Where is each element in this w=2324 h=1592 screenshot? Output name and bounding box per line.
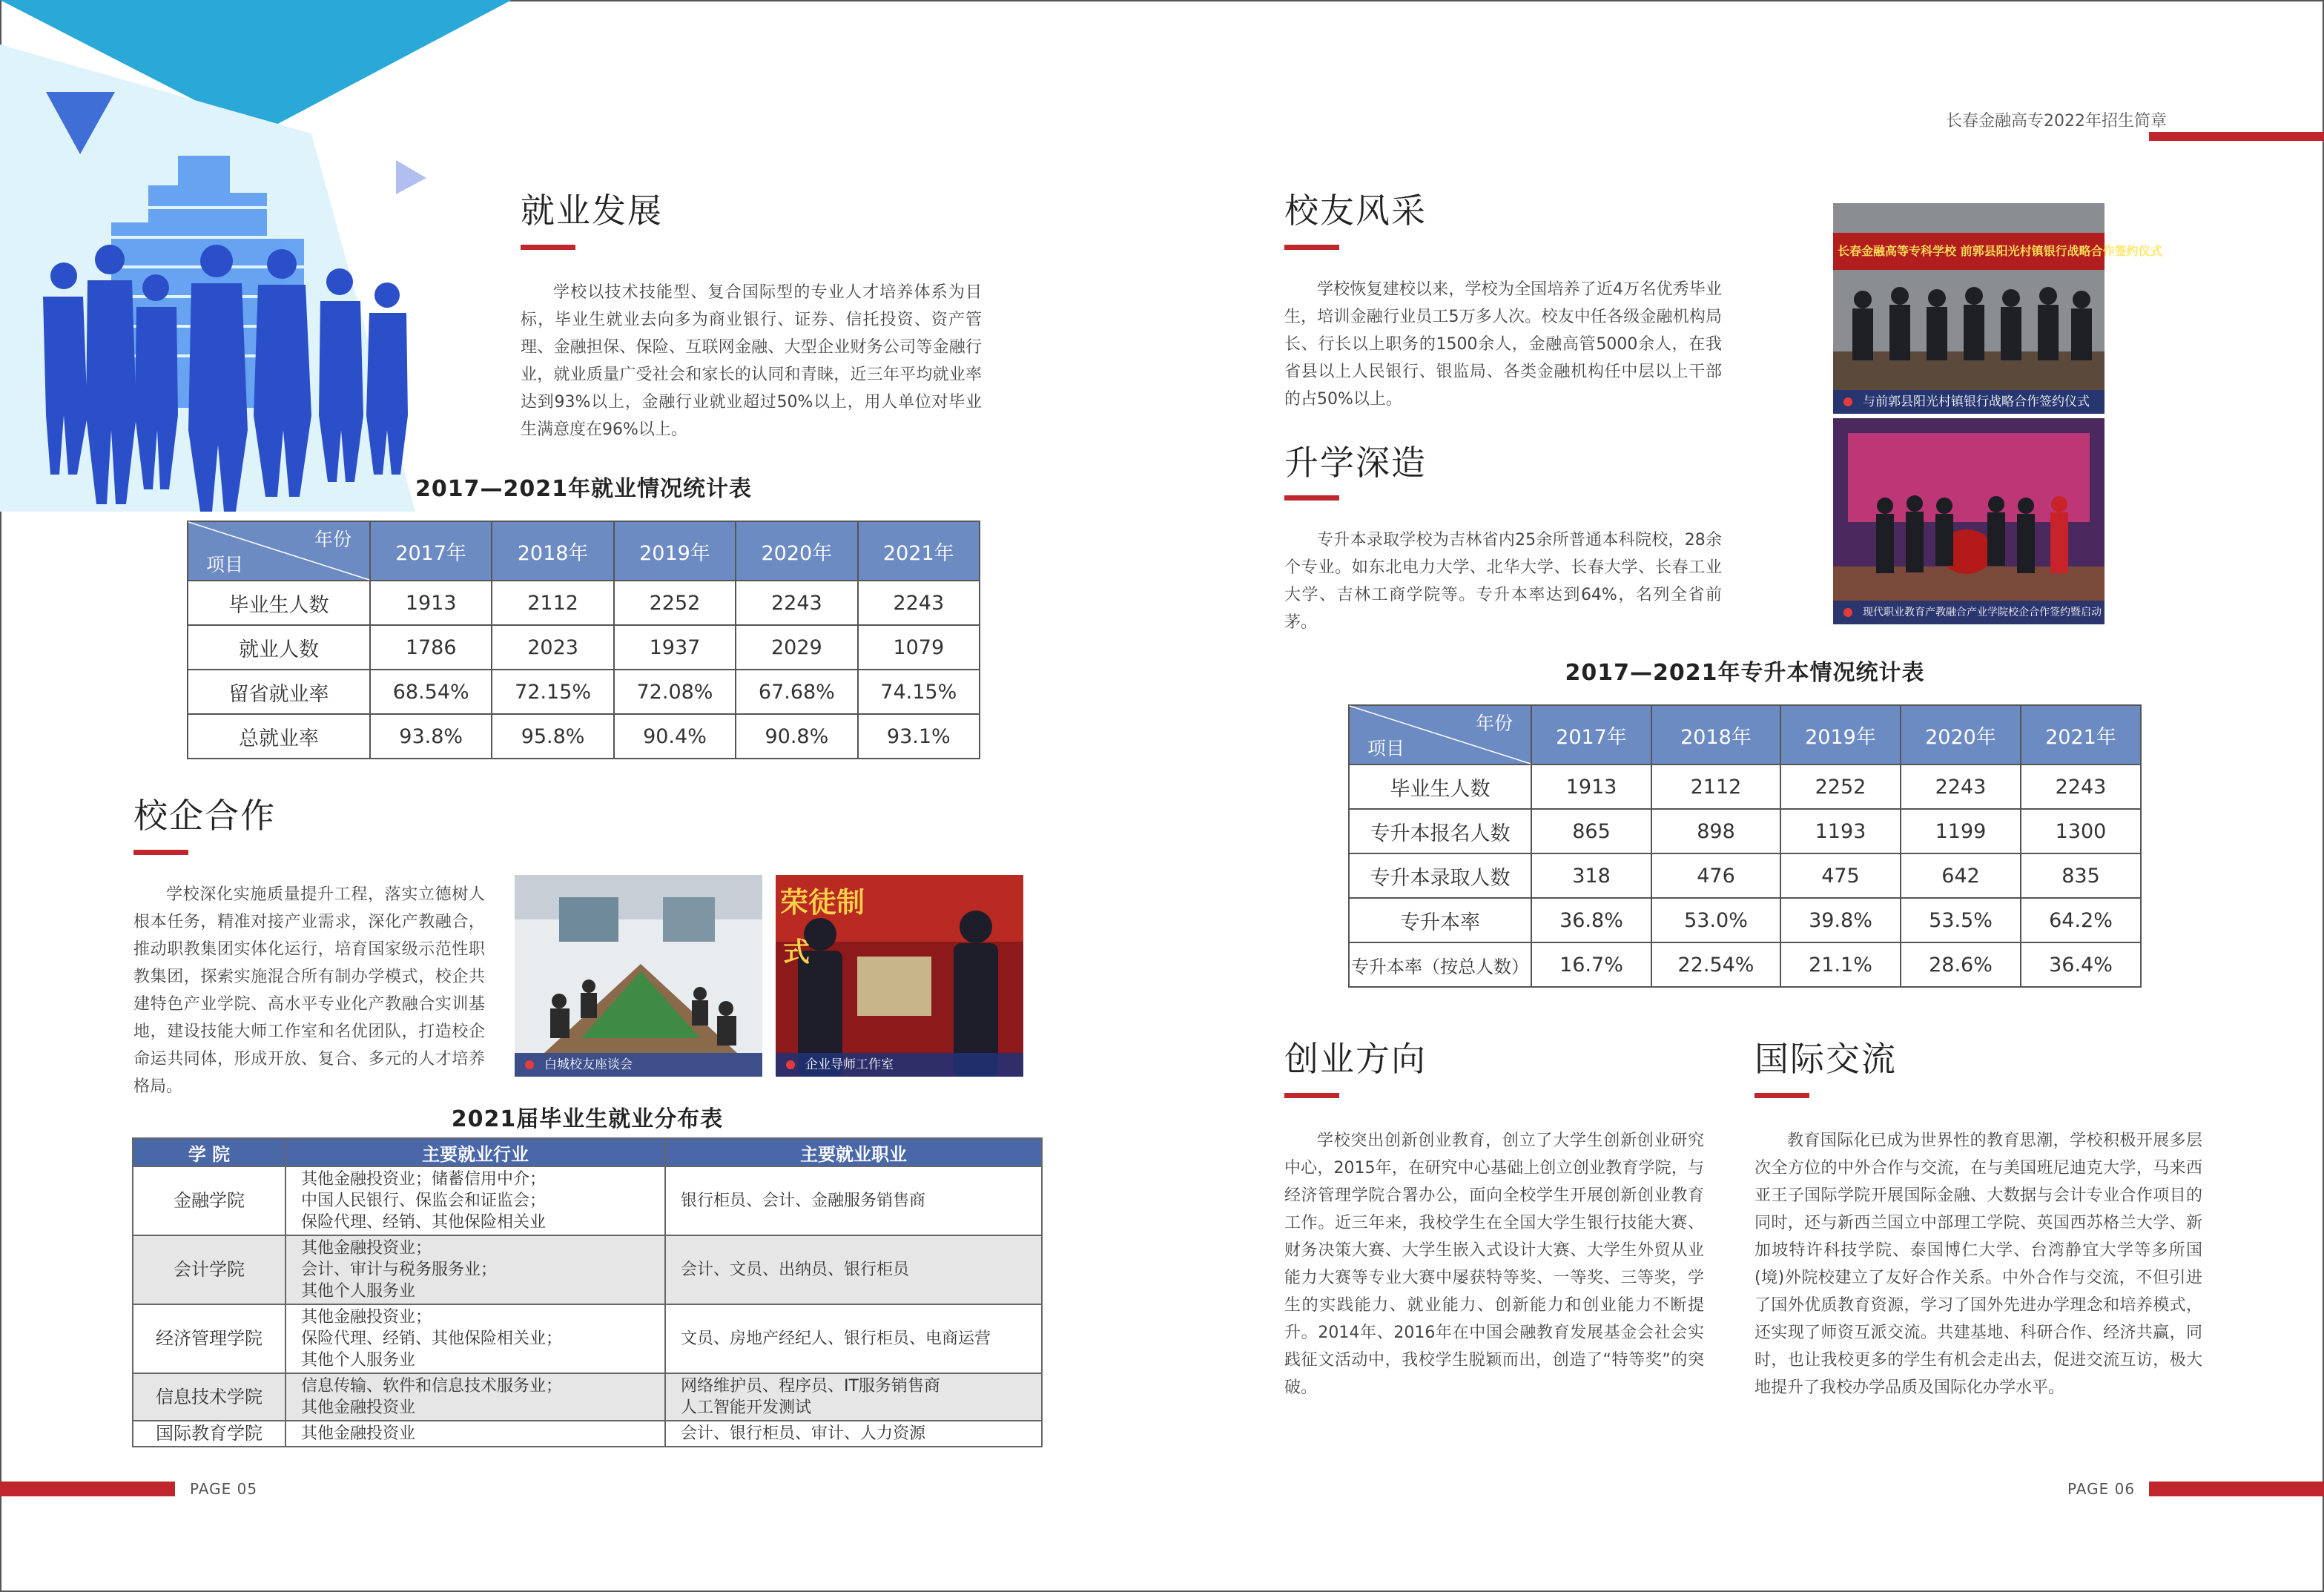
table-row xyxy=(188,714,980,759)
international-title-underline xyxy=(1754,1093,1809,1098)
table-cell: 22.54% xyxy=(1651,942,1780,987)
table-row xyxy=(133,1421,1042,1447)
corner-item-label: 项目 xyxy=(206,554,244,575)
business-people-illustration xyxy=(0,0,519,519)
table-cell: 36.8% xyxy=(1531,898,1651,942)
cooperation-title: 校企合作 xyxy=(133,796,276,836)
industry-line: 其他金融投资业 xyxy=(301,1398,416,1417)
table-cell: 2112 xyxy=(1651,764,1780,809)
table-header-year: 2017年 xyxy=(370,521,492,581)
row-label: 总就业率 xyxy=(188,714,370,759)
industry-line: 其他金融投资业； xyxy=(301,1239,432,1258)
industry-line: 信息传输、软件和信息技术服务业； xyxy=(301,1377,563,1396)
table-row xyxy=(133,1235,1042,1304)
table-cell: 72.15% xyxy=(492,670,613,714)
table-cell: 642 xyxy=(1901,853,2021,898)
table-cell: 865 xyxy=(1531,809,1651,853)
table-cell: 28.6% xyxy=(1901,942,2021,987)
table-header-year: 2020年 xyxy=(736,521,857,581)
table-cell: 476 xyxy=(1651,853,1780,898)
caption-bullet-icon xyxy=(525,1060,534,1069)
distribution-table-title: 2021届毕业生就业分布表 xyxy=(451,1106,724,1132)
table-cell: 1300 xyxy=(2021,809,2141,853)
row-label: 专升本录取人数 xyxy=(1349,853,1531,898)
table-cell: 1199 xyxy=(1901,809,2021,853)
table-cell: 74.15% xyxy=(858,670,980,714)
table-row xyxy=(188,670,980,714)
jobs-line: 会计、文员、出纳员、银行柜员 xyxy=(681,1261,910,1279)
photo-industry-college-launch xyxy=(1833,418,2105,642)
alumni-text: 学校恢复建校以来，学校为全国培养了近4万名优秀毕业生，培训金融行业员工5万多人次。校友中任各级金融机构局长、行长以上职务的1500余人，金融高管5000余人，在我省县以上人民银行、银监局、各类金融机构任中层以上干部的占50%以上。 xyxy=(1284,280,1722,409)
corner-item-label: 项目 xyxy=(1367,738,1405,759)
footer-bar-right xyxy=(2149,1482,2324,1496)
table-cell: 67.68% xyxy=(736,670,857,714)
college-name: 会计学院 xyxy=(133,1235,285,1304)
industry-line: 其他金融投资业； xyxy=(301,1308,432,1327)
photo-banner-text: 荣徒制 xyxy=(780,886,865,919)
photo-caption: 白城校友座谈会 xyxy=(544,1057,633,1072)
table-cell: 16.7% xyxy=(1531,942,1651,987)
corner-year-label: 年份 xyxy=(314,529,351,550)
employment-text: 学校以技术技能型、复合国际型的专业人才培养体系为目标，毕业生就业去向多为商业银行、证券、信托投资、资产管理、金融担保、保险、互联网金融、大型企业财务公司等金融行业，就业质量广受社会和家长的认同和青睐，近三年平均就业率达到93%以上，金融行业就业超过50%以上，用人单位对毕业生满意度在96%以上。 xyxy=(521,283,982,439)
alumni-title: 校友风采 xyxy=(1284,191,1427,231)
table-cell: 2243 xyxy=(736,581,857,625)
table-header-year: 2018年 xyxy=(492,521,613,581)
college-name: 信息技术学院 xyxy=(133,1373,285,1421)
table-header-year: 2020年 xyxy=(1901,705,2021,764)
photo-meeting xyxy=(515,875,762,1077)
photo-banner-text-2: 式 xyxy=(783,937,811,968)
employment-title: 就业发展 xyxy=(521,191,663,231)
entrepreneurship-title-underline xyxy=(1284,1093,1339,1098)
industry-line: 其他个人服务业 xyxy=(301,1282,416,1301)
further-study-title: 升学深造 xyxy=(1284,443,1427,483)
table-cell: 90.8% xyxy=(736,714,857,759)
further-study-text: 专升本录取学校为吉林省内25余所普通本科院校，28余个专业。如东北电力大学、北华大学、长春大学、长春工业大学、吉林工商学院等。专升本率达到64%，名列全省前茅。 xyxy=(1284,531,1722,632)
table-cell: 2029 xyxy=(736,625,857,670)
photo-mentor-studio xyxy=(776,875,1023,1077)
table-header-year: 2017年 xyxy=(1531,705,1651,764)
table-cell: 2243 xyxy=(858,581,980,625)
jobs-line: 网络维护员、程序员、IT服务销售商 xyxy=(681,1377,940,1396)
college-name: 金融学院 xyxy=(133,1166,285,1235)
industry-line: 保险代理、经销、其他保险相关业； xyxy=(301,1330,563,1348)
table-cell: 90.4% xyxy=(614,714,736,759)
jobs-line: 文员、房地产经纪人、银行柜员、电商运营 xyxy=(681,1330,991,1348)
table-header-year: 2019年 xyxy=(1780,705,1901,764)
photo-banner-text: 长春金融高等专科学校 前郭县阳光村镇银行战略合作签约仪式 xyxy=(1838,244,2162,258)
industry-line: 保险代理、经销、其他保险相关业 xyxy=(301,1213,547,1232)
photo-caption: 企业导师工作室 xyxy=(805,1057,894,1072)
table-row xyxy=(1349,809,2141,853)
table-cell: 2243 xyxy=(1901,764,2021,809)
table-cell: 1937 xyxy=(614,625,736,670)
caption-bullet-icon xyxy=(786,1060,795,1069)
alumni-title-underline xyxy=(1284,245,1339,250)
table-corner-cell xyxy=(1349,705,1531,764)
entrepreneurship-text: 学校突出创新创业教育，创立了大学生创新创业研究中心，2015年，在研究中心基础上创立创业教育学院，与经济管理学院合署办公，面向全校学生开展创新创业教育工作。近三年来，我校学生在全国大学生银行技能大赛、财务决策大赛、大学生嵌入式设计大赛、大学生外贸从业能力大赛等专业大赛中屡获特等奖、一等奖、三等奖，学生的实践能力、就业能力、创新能力和创业能力不断提升。2014年、2016年在中国会融教育发展基金会社会实践征文活动中，我校学生脱颖而出，创造了“特等奖”的突破。 xyxy=(1284,1132,1704,1397)
dist-header-industry: 主要就业行业 xyxy=(285,1138,665,1166)
table-cell: 1079 xyxy=(858,625,980,670)
industry-line: 其他金融投资业 xyxy=(301,1424,416,1443)
upgrade-table-title: 2017—2021年专升本情况统计表 xyxy=(1565,660,1925,686)
table-row xyxy=(133,1304,1042,1373)
college-name: 经济管理学院 xyxy=(133,1304,285,1373)
table-cell: 898 xyxy=(1651,809,1780,853)
cooperation-title-underline xyxy=(133,850,188,855)
header-accent-bar xyxy=(2149,132,2324,141)
row-label: 毕业生人数 xyxy=(1349,764,1531,809)
table-row xyxy=(1349,764,2141,809)
cooperation-text: 学校深化实施质量提升工程，落实立德树人根本任务，精准对接产业需求，深化产教融合，推动职教集团实体化运行，培育国家级示范性职教集团，探索实施混合所有制办学模式，校企共建特色产业学院、高水平专业化产教融合实训基地，建设技能大师工作室和名优团队，打造校企命运共同体，形成开放、复合、多元的人才培养格局。 xyxy=(133,885,485,1096)
table-cell: 68.54% xyxy=(370,670,492,714)
jobs-line: 会计、银行柜员、审计、人力资源 xyxy=(681,1424,926,1443)
employment-table xyxy=(187,521,980,759)
page-number-right: PAGE 06 xyxy=(2067,1480,2136,1498)
table-cell: 2252 xyxy=(614,581,736,625)
table-cell: 21.1% xyxy=(1780,942,1901,987)
dist-header-college: 学 院 xyxy=(133,1138,285,1166)
table-cell: 2023 xyxy=(492,625,613,670)
table-row xyxy=(133,1166,1042,1235)
running-header: 长春金融高专2022年招生简章 xyxy=(1946,112,2167,131)
table-cell: 1913 xyxy=(1531,764,1651,809)
footer-bar-left xyxy=(0,1482,175,1496)
table-cell: 2243 xyxy=(2021,764,2141,809)
corner-year-label: 年份 xyxy=(1475,713,1513,734)
row-label: 专升本报名人数 xyxy=(1349,809,1531,853)
table-cell: 1193 xyxy=(1780,809,1901,853)
international-title: 国际交流 xyxy=(1754,1039,1897,1079)
table-cell: 2112 xyxy=(492,581,613,625)
caption-bullet-icon xyxy=(1843,608,1852,617)
table-corner-cell xyxy=(188,521,370,581)
distribution-table xyxy=(132,1137,1043,1447)
industry-line: 会计、审计与税务服务业； xyxy=(301,1261,498,1279)
dist-header-jobs: 主要就业职业 xyxy=(665,1138,1042,1166)
table-cell: 475 xyxy=(1780,853,1901,898)
table-header-year: 2021年 xyxy=(2021,705,2141,764)
row-label: 留省就业率 xyxy=(188,670,370,714)
table-cell: 2252 xyxy=(1780,764,1901,809)
employment-table-title: 2017—2021年就业情况统计表 xyxy=(415,476,752,502)
table-cell: 835 xyxy=(2021,853,2141,898)
table-row xyxy=(1349,942,2141,987)
table-header-year: 2018年 xyxy=(1651,705,1780,764)
table-row xyxy=(1349,898,2141,942)
caption-bullet-icon xyxy=(1843,397,1852,406)
table-cell: 39.8% xyxy=(1780,898,1901,942)
row-label: 专升本率（按总人数） xyxy=(1349,942,1531,987)
further-study-title-underline xyxy=(1284,495,1339,501)
row-label: 就业人数 xyxy=(188,625,370,670)
table-cell: 95.8% xyxy=(492,714,613,759)
industry-line: 中国人民银行、保监会和证监会； xyxy=(301,1192,547,1210)
photo-strategic-signing xyxy=(1833,203,2162,414)
table-cell: 36.4% xyxy=(2021,942,2141,987)
table-cell: 53.0% xyxy=(1651,898,1780,942)
table-row xyxy=(133,1373,1042,1421)
photo-caption: 现代职业教育产教融合产业学院校企合作签约暨启动仪式 xyxy=(1863,607,2102,642)
table-cell: 64.2% xyxy=(2021,898,2141,942)
table-row xyxy=(188,625,980,670)
table-row xyxy=(188,581,980,625)
page-number-left: PAGE 05 xyxy=(190,1480,258,1498)
table-cell: 53.5% xyxy=(1901,898,2021,942)
table-cell: 1913 xyxy=(370,581,492,625)
photo-caption: 与前郭县阳光村镇银行战略合作签约仪式 xyxy=(1863,394,2090,409)
employment-title-underline xyxy=(521,245,575,250)
table-cell: 93.8% xyxy=(370,714,492,759)
table-cell: 72.08% xyxy=(614,670,736,714)
industry-line: 其他金融投资业；储蓄信用中介； xyxy=(301,1170,547,1189)
college-name: 国际教育学院 xyxy=(133,1421,285,1447)
international-text: 教育国际化已成为世界性的教育思潮，学校积极开展多层次全方位的中外合作与交流，在与美国班尼迪克大学，马来西亚王子国际学院开展国际金融、大数据与会计专业合作项目的同时，还与新西兰国立中部理工学院、英国西苏格兰大学、新加坡特许科技学院、泰国博仁大学、台湾静宜大学等多所国(境)外院校建立了友好合作关系。中外合作与交流，不但引进了国外优质教育资源，学习了国外先进办学理念和培养模式，还实现了师资互派交流。共建基地、科研合作、经济共赢，同时，也让我校更多的学生有机会走出去，促进交流互访，极大地提升了我校办学品质及国际化办学水平。 xyxy=(1754,1132,2202,1397)
jobs-line: 银行柜员、会计、金融服务销售商 xyxy=(681,1192,926,1210)
upgrade-table xyxy=(1348,704,2142,988)
table-header-year: 2019年 xyxy=(614,521,736,581)
table-header-year: 2021年 xyxy=(858,521,980,581)
jobs-line: 人工智能开发测试 xyxy=(681,1398,812,1417)
row-label: 专升本率 xyxy=(1349,898,1531,942)
row-label: 毕业生人数 xyxy=(188,581,370,625)
industry-line: 其他个人服务业 xyxy=(301,1351,416,1370)
entrepreneurship-title: 创业方向 xyxy=(1284,1039,1427,1079)
table-cell: 93.1% xyxy=(858,714,980,759)
table-row xyxy=(1349,853,2141,898)
table-cell: 318 xyxy=(1531,853,1651,898)
table-cell: 1786 xyxy=(370,625,492,670)
